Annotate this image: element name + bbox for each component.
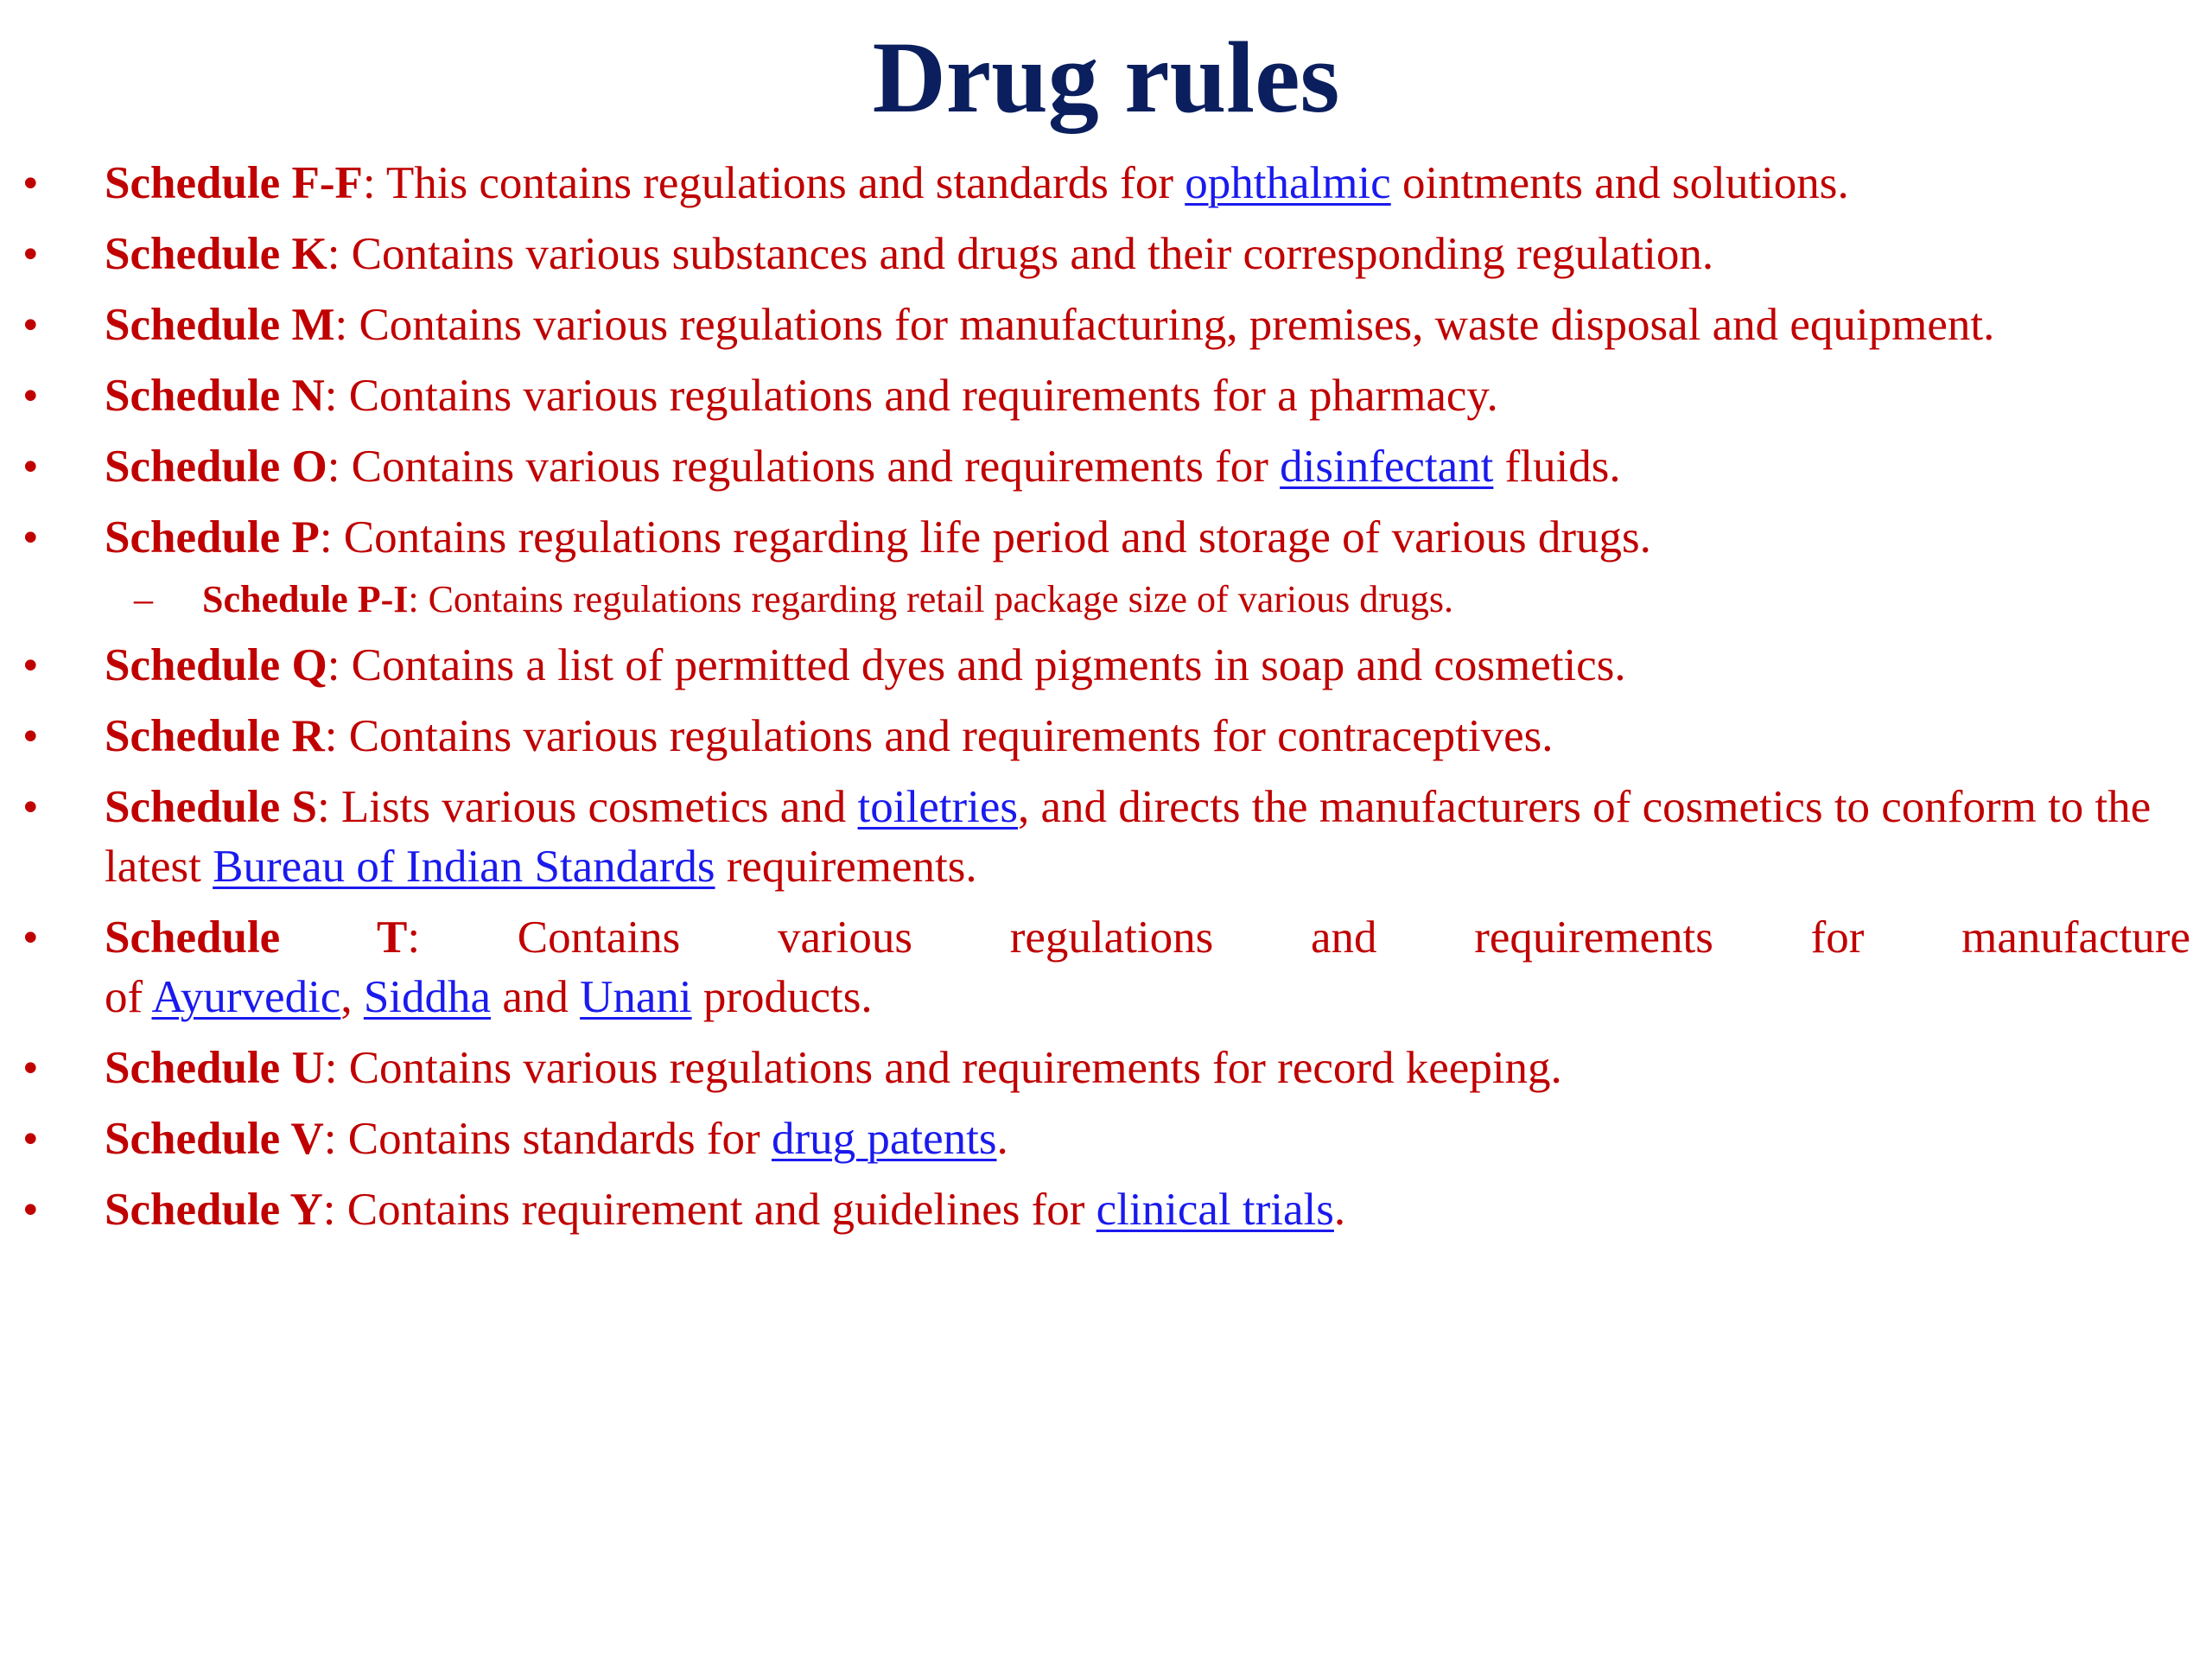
link-disinfectant[interactable]: disinfectant <box>1280 442 1494 492</box>
item-text: and <box>491 972 581 1022</box>
item-text: : Lists various cosmetics and <box>316 782 858 832</box>
link-drug-patents[interactable]: drug patents <box>771 1114 997 1164</box>
link-ophthalmic[interactable]: ophthalmic <box>1185 158 1391 208</box>
list-item <box>0 508 2212 568</box>
item-text: : Contains a list of permitted dyes and pigments in soap and cosmetics. <box>327 640 1626 690</box>
link-toiletries[interactable]: toiletries <box>857 782 1018 832</box>
item-label: Schedule R <box>105 711 325 761</box>
list-item <box>0 636 2212 696</box>
bullet-icon: • <box>22 229 39 279</box>
slide-title: Drug rules <box>872 21 1340 134</box>
link-ayurvedic[interactable]: Ayurvedic <box>151 972 341 1022</box>
item-label: Schedule O <box>105 442 327 492</box>
bullet-icon: • <box>22 640 39 690</box>
sub-list-item <box>0 574 2212 626</box>
item-text: : Contains various regulations and requirements for a pharmacy. <box>324 371 1498 421</box>
item-label: Schedule V <box>105 1114 324 1164</box>
item-label: Schedule S <box>105 782 317 832</box>
bullet-icon: • <box>22 1043 39 1093</box>
list-item <box>0 778 2212 897</box>
bullet-icon: • <box>22 711 39 761</box>
item-label: Schedule K <box>105 229 327 279</box>
link-clinical-trials[interactable]: clinical trials <box>1096 1185 1334 1235</box>
item-text: of <box>105 972 152 1022</box>
schedule-list <box>0 154 2212 1251</box>
list-item <box>0 908 2212 1027</box>
item-line <box>105 968 2190 1027</box>
list-item <box>0 154 2212 213</box>
bullet-icon: • <box>22 512 39 563</box>
item-label: Schedule T <box>105 912 408 963</box>
link-unani[interactable]: Unani <box>580 972 692 1022</box>
list-item <box>0 437 2212 497</box>
item-label: Schedule N <box>105 371 325 421</box>
bullet-icon: • <box>22 442 39 492</box>
item-text: requirements. <box>715 842 977 892</box>
item-text: : Contains various regulations and requirements for contraceptives. <box>324 711 1554 761</box>
item-label: Schedule Y <box>105 1185 323 1235</box>
item-text: : Contains various substances and drugs and their corresponding regulation. <box>327 229 1714 279</box>
item-label: Schedule P <box>105 512 320 563</box>
item-text: : Contains standards for <box>323 1114 772 1164</box>
item-text: , <box>340 972 364 1022</box>
link-bureau-of-indian-standards[interactable]: Bureau of Indian Standards <box>213 842 715 892</box>
item-text: : Contains various regulations and requirements for record keeping. <box>324 1043 1562 1093</box>
bullet-icon: • <box>22 300 39 350</box>
item-label: Schedule F-F <box>105 158 363 208</box>
bullet-icon: • <box>22 782 39 832</box>
item-text: : Contains regulations regarding retail package size of various drugs. <box>408 578 1453 620</box>
bullet-icon: • <box>22 371 39 421</box>
item-text: , and directs the manufacturers of cosmetics to conform to the latest <box>105 782 2152 892</box>
item-text: : Contains regulations regarding life period and storage of various drugs. <box>319 512 1651 563</box>
item-text: . <box>1333 1185 1346 1235</box>
item-text: : Contains various regulations and requirements for manufacture <box>407 912 2190 963</box>
item-text: products. <box>691 972 873 1022</box>
item-label: Schedule P-I <box>202 578 409 620</box>
item-text: . <box>996 1114 1008 1164</box>
item-label: Schedule U <box>105 1043 325 1093</box>
item-text: fluids. <box>1493 442 1621 492</box>
item-label: Schedule M <box>105 300 335 350</box>
item-text: : Contains requirement and guidelines for <box>322 1185 1096 1235</box>
bullet-icon: • <box>22 1185 39 1235</box>
item-text: ointments and solutions. <box>1390 158 1849 208</box>
item-line <box>105 908 2190 968</box>
list-item <box>0 1039 2212 1098</box>
list-item <box>0 1109 2212 1169</box>
item-text: : This contains regulations and standards for <box>362 158 1185 208</box>
item-text: : Contains various regulations for manufacturing, premises, waste disposal and equipment. <box>334 300 1995 350</box>
list-item <box>0 707 2212 766</box>
link-siddha[interactable]: Siddha <box>363 972 492 1022</box>
list-item <box>0 225 2212 284</box>
list-item <box>0 1180 2212 1240</box>
bullet-icon: • <box>22 158 39 208</box>
bullet-icon: • <box>22 1114 39 1164</box>
dash-bullet-icon: – <box>134 578 153 620</box>
bullet-icon: • <box>22 912 39 963</box>
list-item <box>0 366 2212 426</box>
item-label: Schedule Q <box>105 640 327 690</box>
item-text: : Contains various regulations and requirements for <box>327 442 1281 492</box>
list-item <box>0 296 2212 355</box>
